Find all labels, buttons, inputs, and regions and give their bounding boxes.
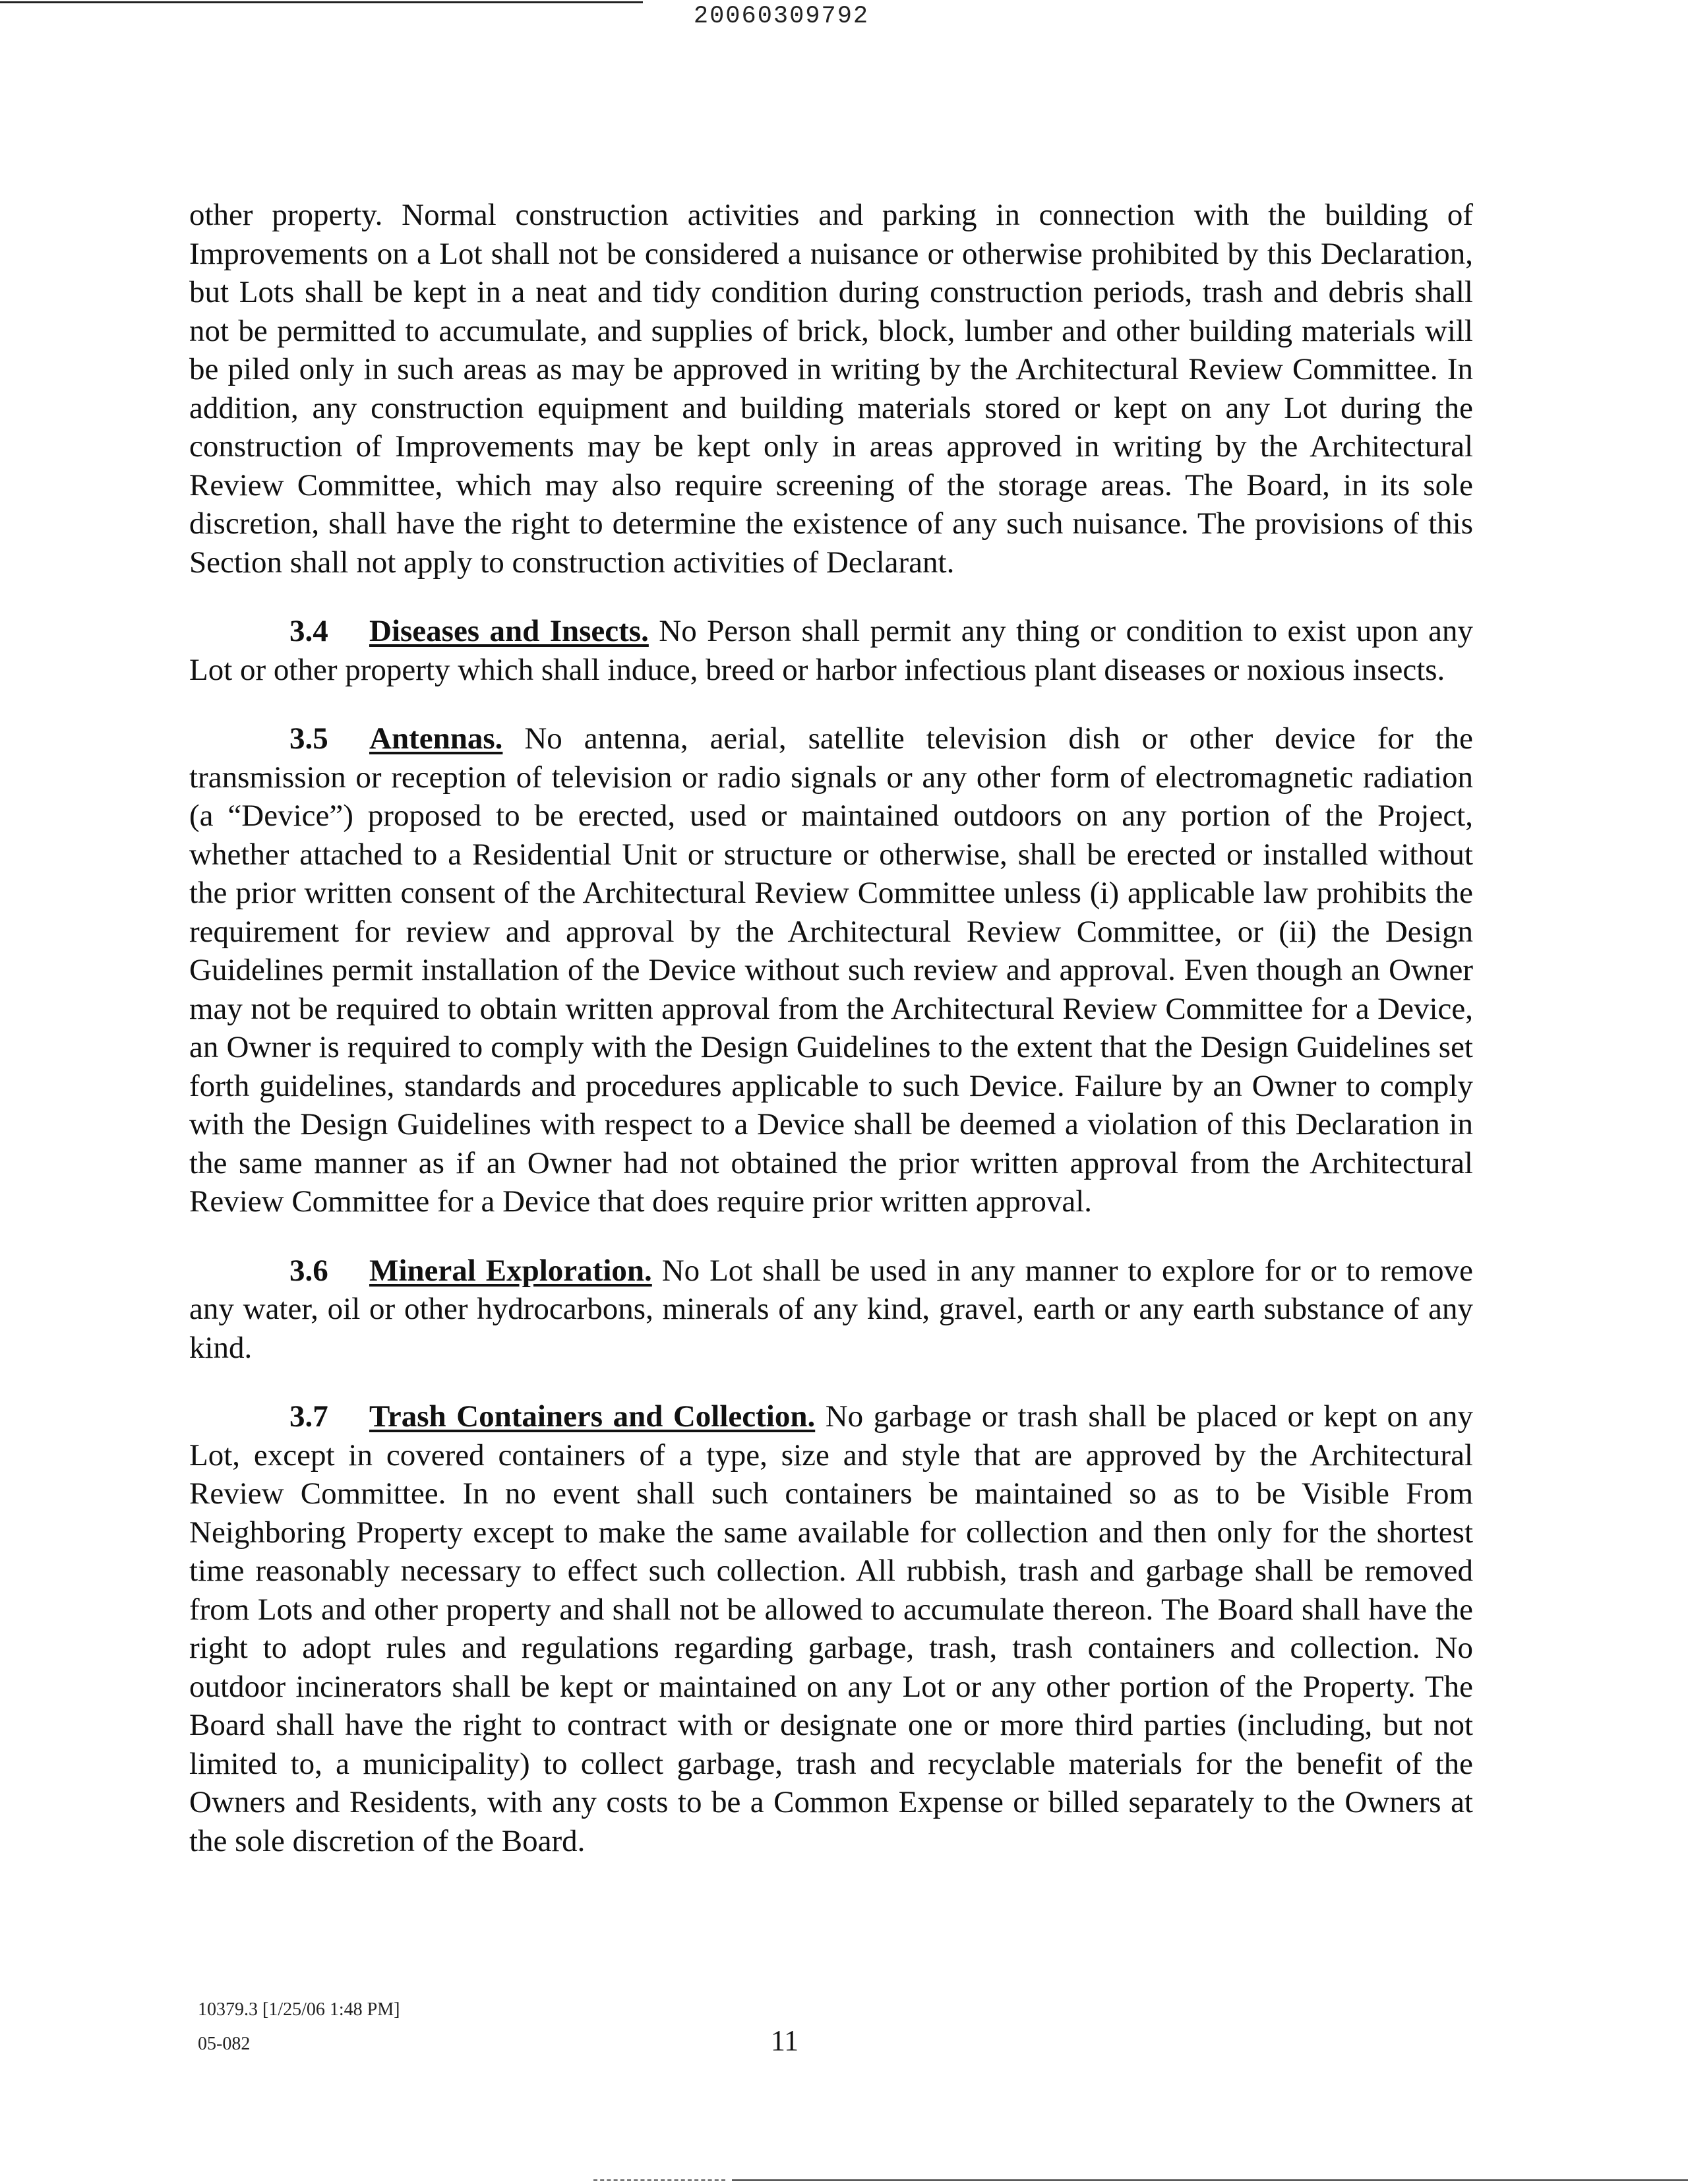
page-body <box>189 196 1473 1891</box>
section-text: No garbage or trash shall be placed or kept on any Lot, except in covered containers of a type, size and style that are approved by the Architectural Review Committee. In no event shall such containers be maintained so as to be Visible From Neighboring Property except to make the same available for collection and then only for the shortest time reasonably necessary to effect such collection. All rubbish, trash and garbage shall be removed from Lots and other property and shall not be allowed to accumulate thereon. The Board shall have the right to adopt rules and regulations regarding garbage, trash, trash containers and collection. No outdoor incinerators shall be kept or maintained on any Lot or any other portion of the Property. The Board shall have the right to contract with or designate one or more third parties (including, but not limited to, a municipality) to collect garbage, trash and recyclable materials for the benefit of the Owners and Residents, with any costs to be a Common Expense or billed separately to the Owners at the sole discretion of the Board. <box>189 1399 1474 1858</box>
section-text: No antenna, aerial, satellite television dish or other device for the transmission or reception of television or radio signals or any other form of electromagnetic radiation (a “Device”) proposed to be erected, used or maintained outdoors on any portion of the Project, whether attached to a Residential Unit or structure or otherwise, shall be erected or installed without the prior written consent of the Architectural Review Committee unless (i) applicable law prohibits the requirement for review and approval by the Architectural Review Committee, or (ii) the Design Guidelines permit installation of the Device without such review and approval. Even though an Owner may not be required to obtain written approval from the Architectural Review Committee for a Device, an Owner is required to comply with the Design Guidelines to the extent that the Design Guidelines set forth guidelines, standards and procedures applicable to such Device. Failure by an Owner to comply with the Design Guidelines with respect to a Device shall be deemed a violation of this Declaration in the same manner as if an Owner had not obtained the prior written approval from the Architectural Review Committee for a Device that does require prior written approval. <box>189 721 1473 1219</box>
section-text: No Lot shall be used in any manner to explore for or to remove any water, oil or other hydrocarbons, minerals of any kind, gravel, earth or any earth substance of any kind. <box>189 1253 1474 1365</box>
page-number: 11 <box>770 2024 799 2057</box>
document-number: 20060309792 <box>693 3 870 30</box>
top-rule <box>0 1 643 3</box>
section-title: Mineral Exploration. <box>369 1253 652 1288</box>
section-title: Trash Containers and Collection. <box>369 1399 816 1434</box>
section-number: 3.7 <box>289 1399 328 1434</box>
intro-paragraph: other property. Normal construction activities and parking in connection with the building of Improvements on a Lot shall not be considered a nuisance or otherwise prohibited by this Declaration, but Lots shall be kept in a neat and tidy condition during construction periods, trash and debris shall not be permitted to accumulate, and supplies of brick, block, lumber and other building materials will be piled only in such areas as may be approved in writing by the Architectural Review Committee. In addition, any construction equipment and building materials stored or kept on any Lot during the construction of Improvements may be kept only in areas approved in writing by the Architectural Review Committee, which may also require screening of the storage areas. The Board, in its sole discretion, shall have the right to determine the existence of any such nuisance. The provisions of this Section shall not apply to construction activities of Declarant. <box>189 198 1473 580</box>
footer-file-code: 05-082 <box>198 2034 251 2054</box>
bottom-rule <box>732 2179 1688 2181</box>
section-3-6 <box>189 1252 1473 1368</box>
section-title: Antennas. <box>369 721 503 756</box>
section-3-5 <box>189 719 1473 1221</box>
section-3-7 <box>189 1397 1473 1860</box>
section-3-4 <box>189 612 1473 689</box>
bottom-dashed-rule <box>593 2179 725 2181</box>
section-title: Diseases and Insects. <box>369 614 649 648</box>
section-text: No Person shall permit any thing or condition to exist upon any Lot or other property which shall induce, breed or harbor infectious plant diseases or noxious insects. <box>189 614 1473 687</box>
section-number: 3.5 <box>289 721 328 756</box>
section-number: 3.6 <box>289 1253 328 1288</box>
footer-version: 10379.3 [1/25/06 1:48 PM] <box>198 1999 400 2020</box>
section-number: 3.4 <box>289 614 328 648</box>
